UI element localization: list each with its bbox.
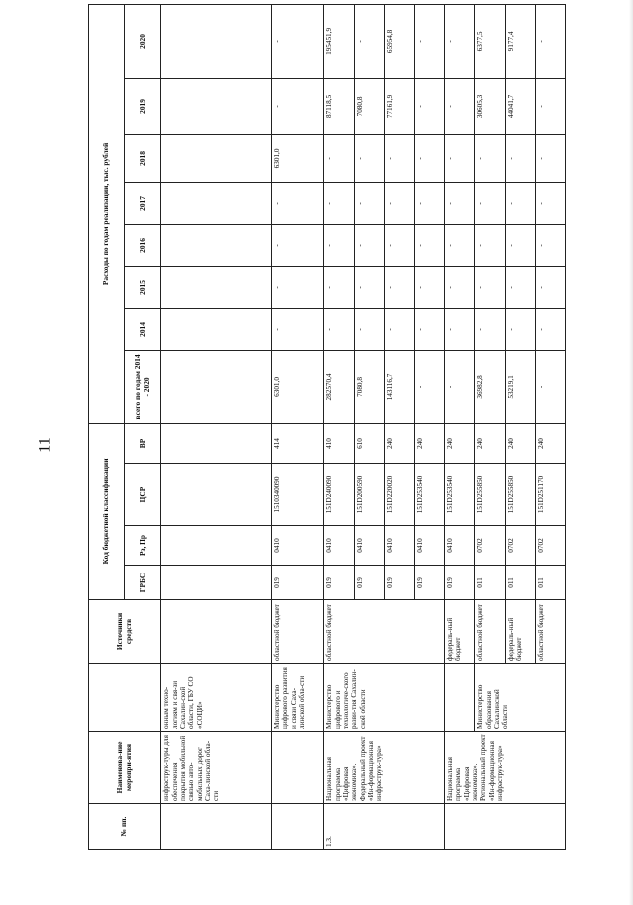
header-name: Наименова-ние меропри-ятия [89, 732, 161, 804]
cell-2019: - [445, 78, 475, 134]
cell-2014: - [505, 308, 535, 350]
header-2016: 2016 [125, 224, 161, 266]
cell-2015: - [445, 266, 475, 308]
cell-grbs: 019 [384, 566, 414, 600]
cell-2019 [161, 78, 272, 134]
cell-name: инфраструк-туры для обеспечения покрытия мобильной связью авто-мобильных дорог Саха-линской обла-сти [161, 732, 272, 804]
cell-2017: - [415, 182, 445, 224]
cell-grbs: 019 [415, 566, 445, 600]
cell-source: областной бюджет [272, 600, 324, 664]
table-row [272, 4, 324, 849]
cell-source: областной бюджет [535, 600, 565, 664]
cell-2019: - [415, 78, 445, 134]
cell-csr: 151D200590 [354, 464, 384, 526]
header-2018: 2018 [125, 134, 161, 182]
header-2020: 2020 [125, 4, 161, 78]
cell-total [161, 350, 272, 423]
cell-vr: 414 [272, 423, 324, 463]
cell-rzpr: 0410 [415, 526, 445, 566]
cell-2015: - [505, 266, 535, 308]
cell-vr: 240 [475, 423, 505, 463]
cell-2017: - [445, 182, 475, 224]
cell-2018: - [384, 134, 414, 182]
scan-edge [629, 0, 633, 905]
cell-vr: 610 [354, 423, 384, 463]
cell-total: - [415, 350, 445, 423]
cell-grbs: 019 [324, 566, 354, 600]
cell-2018: - [445, 134, 475, 182]
cell-2018: - [415, 134, 445, 182]
cell-2019: 77161,9 [384, 78, 414, 134]
cell-total: 282570,4 [324, 350, 354, 423]
cell-2020: - [272, 4, 324, 78]
cell-2016: - [415, 224, 445, 266]
cell-csr: 1510340090 [272, 464, 324, 526]
rotated-table-wrapper [88, 27, 566, 850]
cell-2015: - [384, 266, 414, 308]
header-total: всего по годам 2014 - 2020 [125, 350, 161, 423]
cell-2016: - [354, 224, 384, 266]
cell-2016: - [505, 224, 535, 266]
cell-name: Национальная программа «Цифровая экономика». Федеральный проект «Ин-формационная инфраструк-тура» [324, 732, 445, 804]
cell-total: 7080,8 [354, 350, 384, 423]
cell-rzpr: 0410 [354, 526, 384, 566]
cell-grbs: 019 [354, 566, 384, 600]
cell-vr: 240 [384, 423, 414, 463]
cell-2018: - [354, 134, 384, 182]
cell-total: 143116,7 [384, 350, 414, 423]
cell-grbs: 011 [475, 566, 505, 600]
cell-2014: - [272, 308, 324, 350]
cell-csr: 151D253540 [445, 464, 475, 526]
cell-2016: - [535, 224, 565, 266]
cell-source: областной бюджет [475, 600, 505, 664]
cell-name [272, 732, 324, 804]
cell-2015: - [272, 266, 324, 308]
cell-rzpr: 0702 [535, 526, 565, 566]
cell-vr: 240 [445, 423, 475, 463]
cell-grbs: 019 [272, 566, 324, 600]
cell-2018 [161, 134, 272, 182]
cell-2020: - [354, 4, 384, 78]
cell-2017 [161, 182, 272, 224]
expenses-table [88, 4, 566, 850]
cell-csr [161, 464, 272, 526]
cell-2020: 195451,9 [324, 4, 354, 78]
header-vr: ВР [125, 423, 161, 463]
cell-csr: 151D251170 [535, 464, 565, 526]
cell-num [161, 804, 272, 850]
cell-2017: - [535, 182, 565, 224]
cell-2015: - [324, 266, 354, 308]
cell-2017: - [272, 182, 324, 224]
cell-total: 6301,0 [272, 350, 324, 423]
header-expenses: Расходы по годам реализации, тыс. рублей [89, 4, 125, 423]
table-canvas [88, 27, 566, 850]
cell-2020: 6377,5 [475, 4, 505, 78]
cell-2020: - [415, 4, 445, 78]
cell-num [272, 804, 324, 850]
cell-2016 [161, 224, 272, 266]
header-2019: 2019 [125, 78, 161, 134]
cell-2018: - [505, 134, 535, 182]
cell-2016: - [475, 224, 505, 266]
table-row [475, 4, 505, 849]
cell-2016: - [272, 224, 324, 266]
cell-2019: 30605,3 [475, 78, 505, 134]
cell-2018: 6301,0 [272, 134, 324, 182]
cell-source: областной бюджет [324, 600, 445, 664]
header-grbs: ГРБС [125, 566, 161, 600]
cell-total: 53219,1 [505, 350, 535, 423]
cell-vr [161, 423, 272, 463]
cell-2016: - [384, 224, 414, 266]
cell-2014: - [445, 308, 475, 350]
cell-rzpr: 0410 [272, 526, 324, 566]
cell-2014: - [475, 308, 505, 350]
cell-2020: - [535, 4, 565, 78]
cell-2014: - [384, 308, 414, 350]
cell-rzpr: 0702 [475, 526, 505, 566]
header-num: № пп. [89, 804, 161, 850]
cell-source: федераль-ный бюджет [505, 600, 535, 664]
cell-num: 1.3. [324, 804, 445, 850]
cell-csr: 151D255850 [475, 464, 505, 526]
cell-2017: - [324, 182, 354, 224]
cell-2018: - [324, 134, 354, 182]
cell-2017: - [354, 182, 384, 224]
cell-vr: 410 [324, 423, 354, 463]
header-row-1 [89, 4, 125, 849]
cell-2015: - [415, 266, 445, 308]
cell-executor [445, 664, 475, 732]
header-source: Источники средств [89, 600, 161, 664]
cell-grbs: 019 [445, 566, 475, 600]
cell-2020: 9177,4 [505, 4, 535, 78]
cell-2014: - [324, 308, 354, 350]
cell-2015 [161, 266, 272, 308]
cell-2020: - [445, 4, 475, 78]
cell-executor: Министерство цифрового и технологиче-ского разви-тия Сахалин-ской области [324, 664, 445, 732]
cell-total: 36982,8 [475, 350, 505, 423]
cell-2020 [161, 4, 272, 78]
cell-2019: 44041,7 [505, 78, 535, 134]
header-rzpr: Рз, Пр [125, 526, 161, 566]
header-budget-code: Код бюджетной классификации [89, 423, 125, 599]
cell-2016: - [324, 224, 354, 266]
cell-2019: - [272, 78, 324, 134]
cell-2014: - [535, 308, 565, 350]
cell-2016: - [445, 224, 475, 266]
cell-rzpr: 0410 [324, 526, 354, 566]
cell-total: - [445, 350, 475, 423]
cell-grbs: 011 [505, 566, 535, 600]
cell-2015: - [475, 266, 505, 308]
cell-vr: 240 [505, 423, 535, 463]
cell-csr: 151D220020 [384, 464, 414, 526]
cell-2020: 65954,8 [384, 4, 414, 78]
table-row [161, 4, 272, 849]
cell-rzpr: 0410 [384, 526, 414, 566]
table-row [324, 4, 354, 849]
cell-2015: - [535, 266, 565, 308]
cell-2019: 7080,8 [354, 78, 384, 134]
cell-2017: - [505, 182, 535, 224]
cell-csr: 151D240090 [324, 464, 354, 526]
cell-vr: 240 [535, 423, 565, 463]
cell-vr: 240 [415, 423, 445, 463]
cell-csr: 151D253540 [415, 464, 445, 526]
cell-grbs: 011 [535, 566, 565, 600]
header-2017: 2017 [125, 182, 161, 224]
cell-rzpr: 0410 [445, 526, 475, 566]
header-2014: 2014 [125, 308, 161, 350]
cell-source [161, 600, 272, 664]
cell-num [445, 804, 566, 850]
cell-rzpr: 0702 [505, 526, 535, 566]
cell-grbs [161, 566, 272, 600]
header-2015: 2015 [125, 266, 161, 308]
cell-2018: - [475, 134, 505, 182]
cell-executor: Министерство образования Сахалинской области [475, 664, 566, 732]
cell-2017: - [384, 182, 414, 224]
cell-name: Национальная программа «Цифровая экономика». Региональный проект «Ин-формационная инфраструк-тура» [445, 732, 566, 804]
cell-2015: - [354, 266, 384, 308]
cell-total: - [535, 350, 565, 423]
cell-2014 [161, 308, 272, 350]
cell-2019: 87118,5 [324, 78, 354, 134]
cell-rzpr [161, 526, 272, 566]
cell-source: федераль-ный бюджет [445, 600, 475, 664]
cell-2019: - [535, 78, 565, 134]
table-row [445, 4, 475, 849]
cell-2017: - [475, 182, 505, 224]
cell-2014: - [354, 308, 384, 350]
header-csr: ЦСР [125, 464, 161, 526]
header-executor [89, 664, 161, 732]
cell-csr: 151D255850 [505, 464, 535, 526]
page-number: 11 [36, 437, 54, 453]
cell-2018: - [535, 134, 565, 182]
cell-executor: Министерство цифрового развития и связи Саха-линской обла-сти [272, 664, 324, 732]
cell-executor: онным техно-логиям и свя-зи Сахалин-ской области, ГБУ СО «СОЦИ» [161, 664, 272, 732]
cell-2014: - [415, 308, 445, 350]
